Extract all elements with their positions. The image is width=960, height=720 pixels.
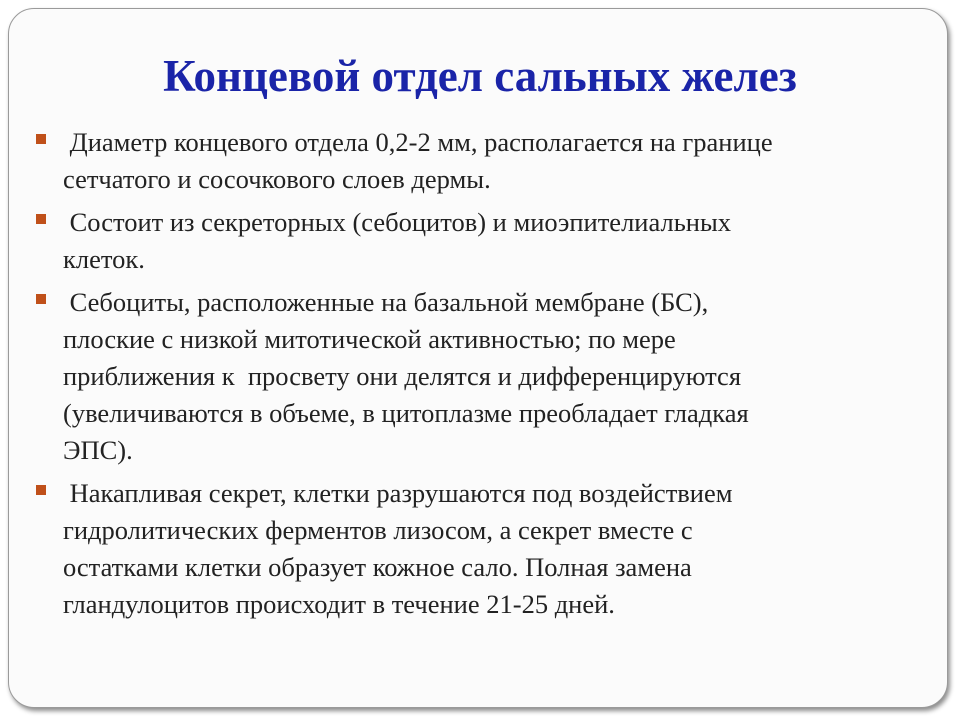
bullet-text: Диаметр концевого отдела 0,2-2 мм, располагается на границе сетчатого и сосочкового слоев дермы. (63, 127, 773, 194)
slide-title: Концевой отдел сальных желез (163, 51, 797, 101)
bullet-text: Себоциты, расположенные на базальной мембране (БС), плоские с низкой митотической активностью; по мере приближения к просвету они делятся и дифференцируются (увеличиваются в объеме, в цитоплазме преобладает гладкая ЭПС). (63, 287, 749, 465)
square-bullet-icon (36, 214, 46, 224)
list-item (36, 284, 916, 469)
bullet-list (36, 124, 916, 629)
bullet-text: Накапливая секрет, клетки разрушаются под воздействием гидролитических ферментов лизосом, а секрет вместе с остатками клетки образует кожное сало. Полная замена гландулоцитов происходит в течение 21-25 дней. (63, 478, 733, 619)
square-bullet-icon (36, 294, 46, 304)
bullet-text: Состоит из секреторных (себоцитов) и миоэпителиальных клеток. (63, 207, 732, 274)
list-item (36, 204, 916, 278)
square-bullet-icon (36, 485, 46, 495)
list-item (36, 475, 916, 623)
list-item (36, 124, 916, 198)
square-bullet-icon (36, 134, 46, 144)
